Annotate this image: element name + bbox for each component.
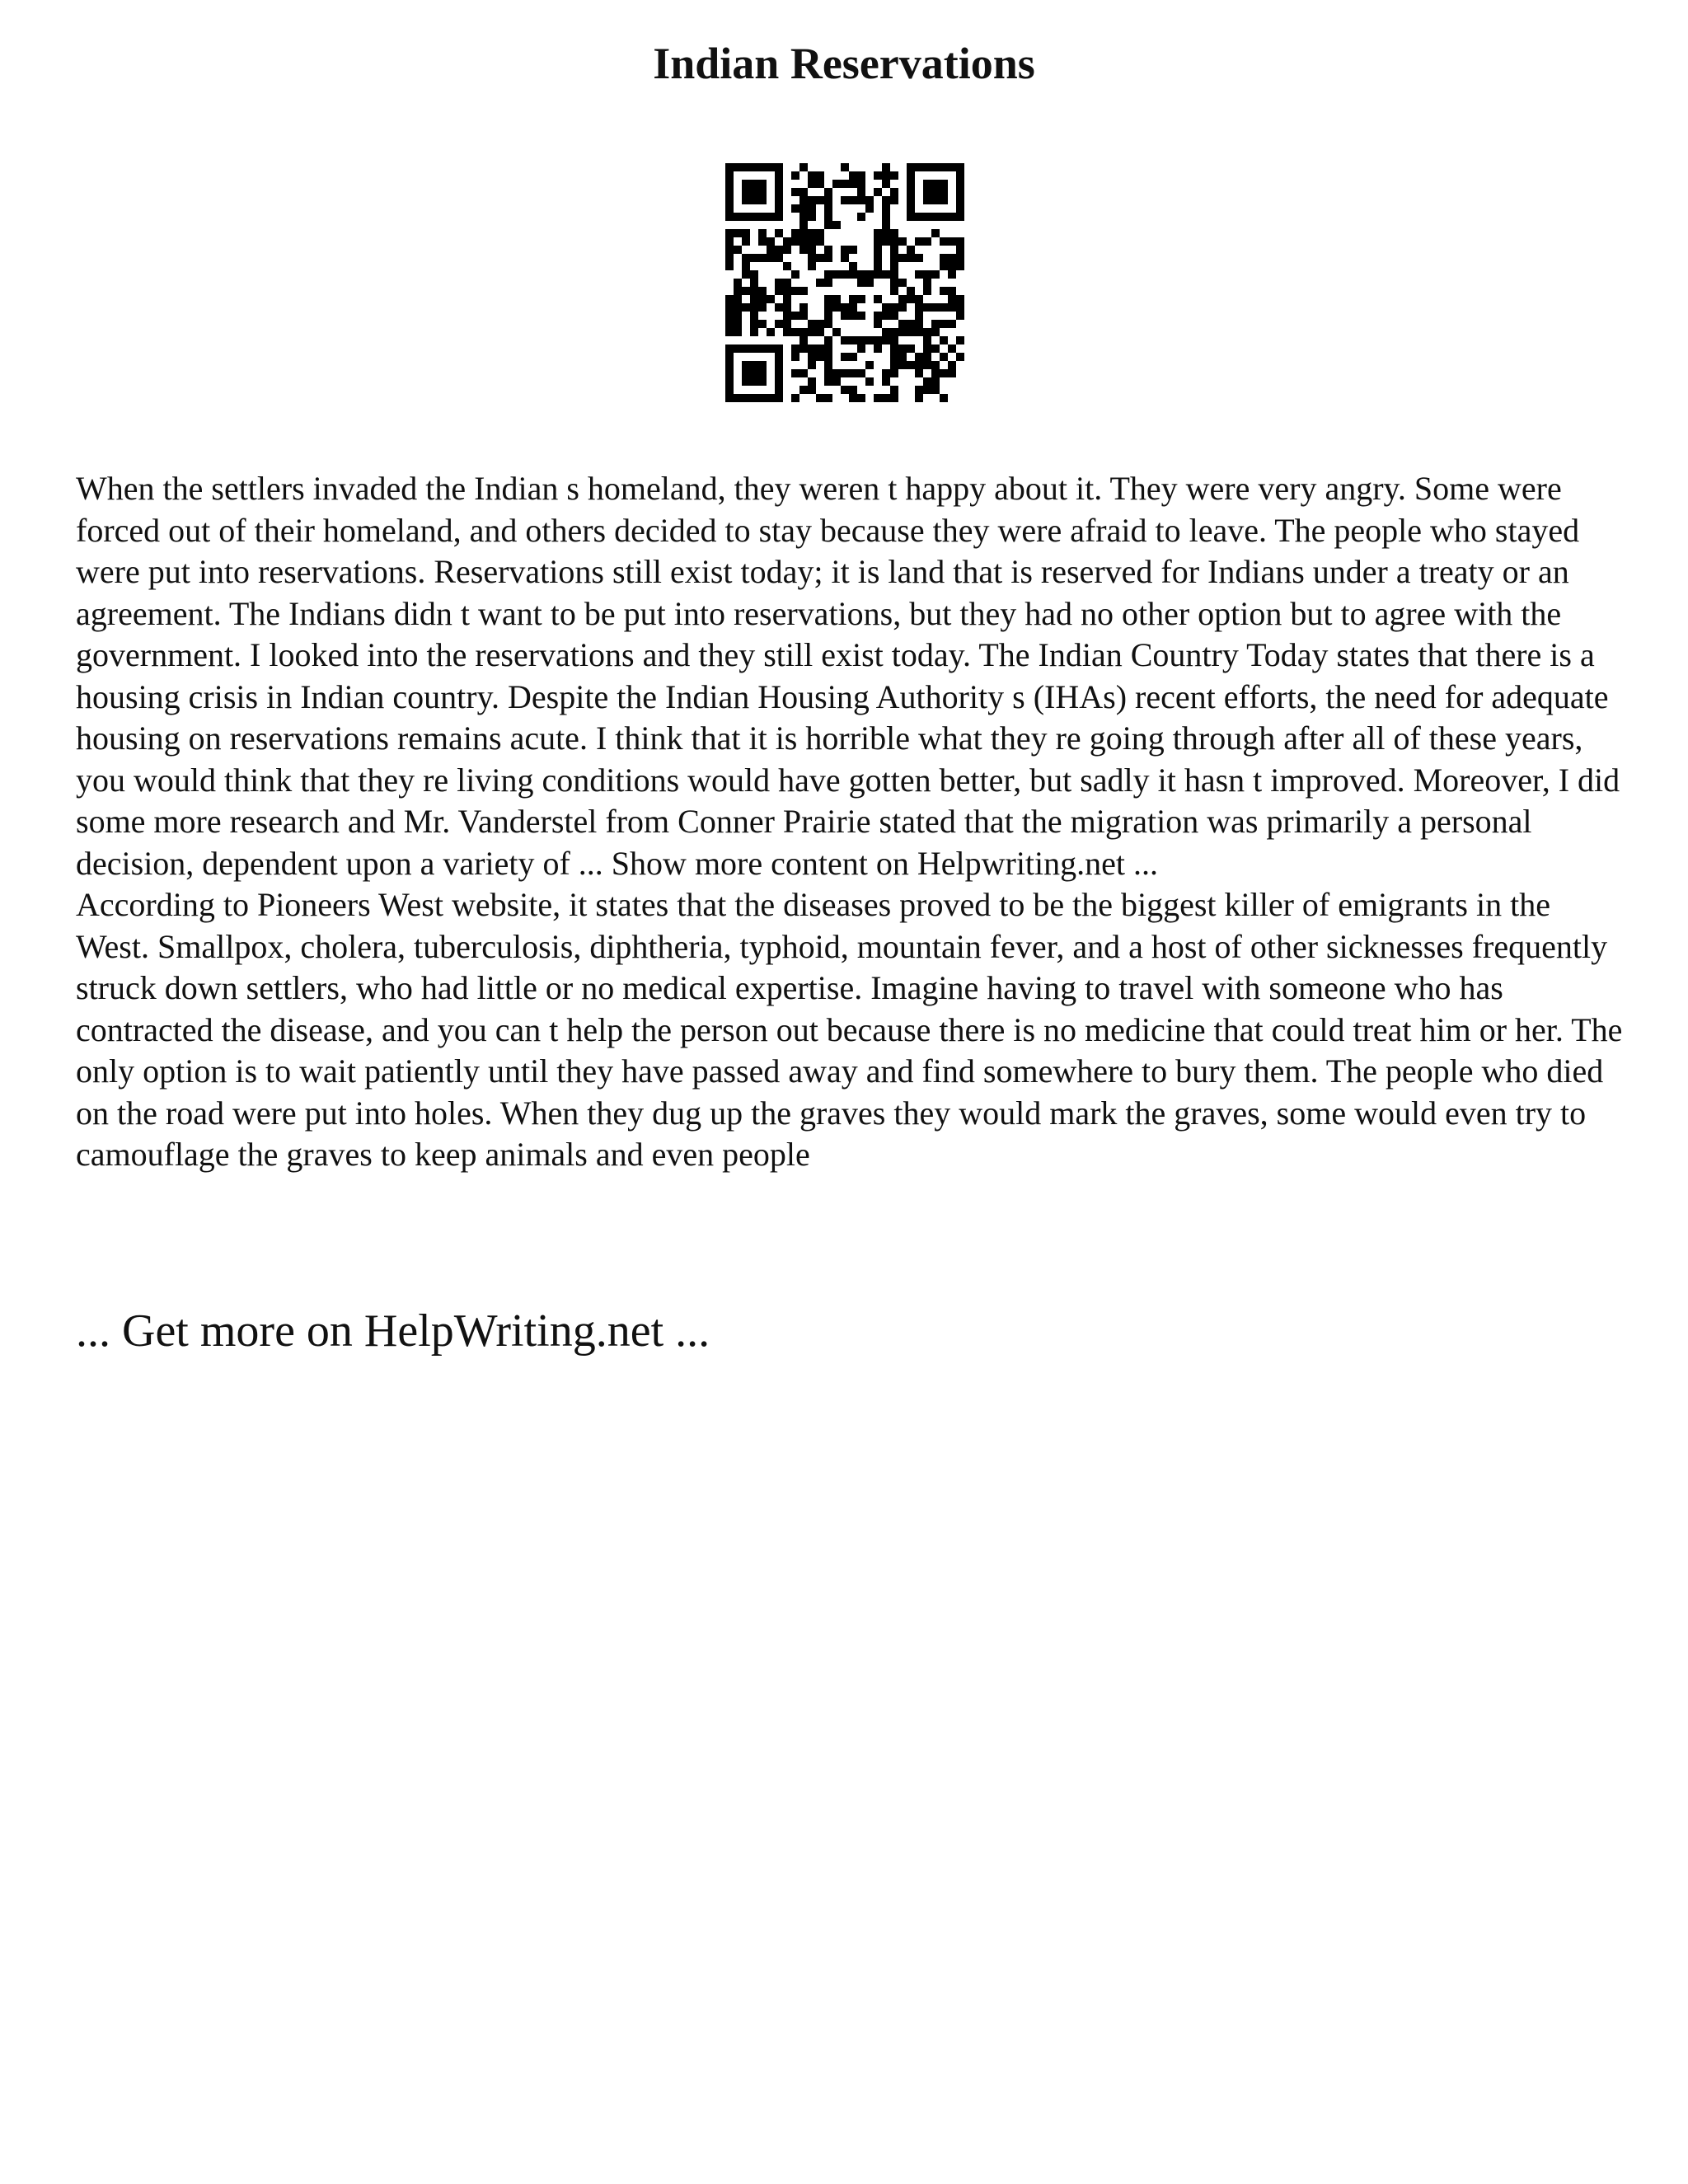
qr-code-image	[725, 163, 964, 402]
paragraph-2: According to Pioneers West website, it states that the diseases proved to be the biggest killer of emigrants in the West. Smallpox, cholera, tuberculosis, diphtheria, typhoid, mountain fever, and a host of other sicknesses frequently struck down settlers, who had little or no medical expertise. Imagine having to travel with someone who has contracted the disease, and you can t help the person out because there is no medicine that could treat him or her. The only option is to wait patiently until they have passed away and find somewhere to bury them. The people who died on the road were put into holes. When they dug up the graves they would mark the graves, some would even try to camouflage the graves to keep animals and even people	[76, 886, 1623, 1173]
get-more-link[interactable]: ... Get more on HelpWriting.net ...	[76, 1305, 710, 1357]
paragraph-1: When the settlers invaded the Indian s homeland, they weren t happy about it. They were very angry. Some were forced out of their homeland, and others decided to stay because they were afraid to leave. The people who stayed were put into reservations. Reservations still exist today; it is land that is reserved for Indians under a treaty or an agreement. The Indians didn t want to be put into reservations, but they had no other option but to agree with the government. I looked into the reservations and they still exist today. The Indian Country Today states that there is a housing crisis in Indian country. Despite the Indian Housing Authority s (IHAs) recent efforts, the need for adequate housing on reservations remains acute. I think that it is horrible what they re going through after all of these years, you would think that they re living conditions would have gotten better, but sadly it hasn t improved. Moreover, I did some more research and Mr. Vanderstel from Conner Prairie stated that the migration was primarily a personal decision, dependent upon a variety of ... Show more content on Helpwriting.net ...	[76, 470, 1620, 882]
article-body	[76, 468, 1625, 1176]
page-title: Indian Reservations	[653, 39, 1035, 88]
